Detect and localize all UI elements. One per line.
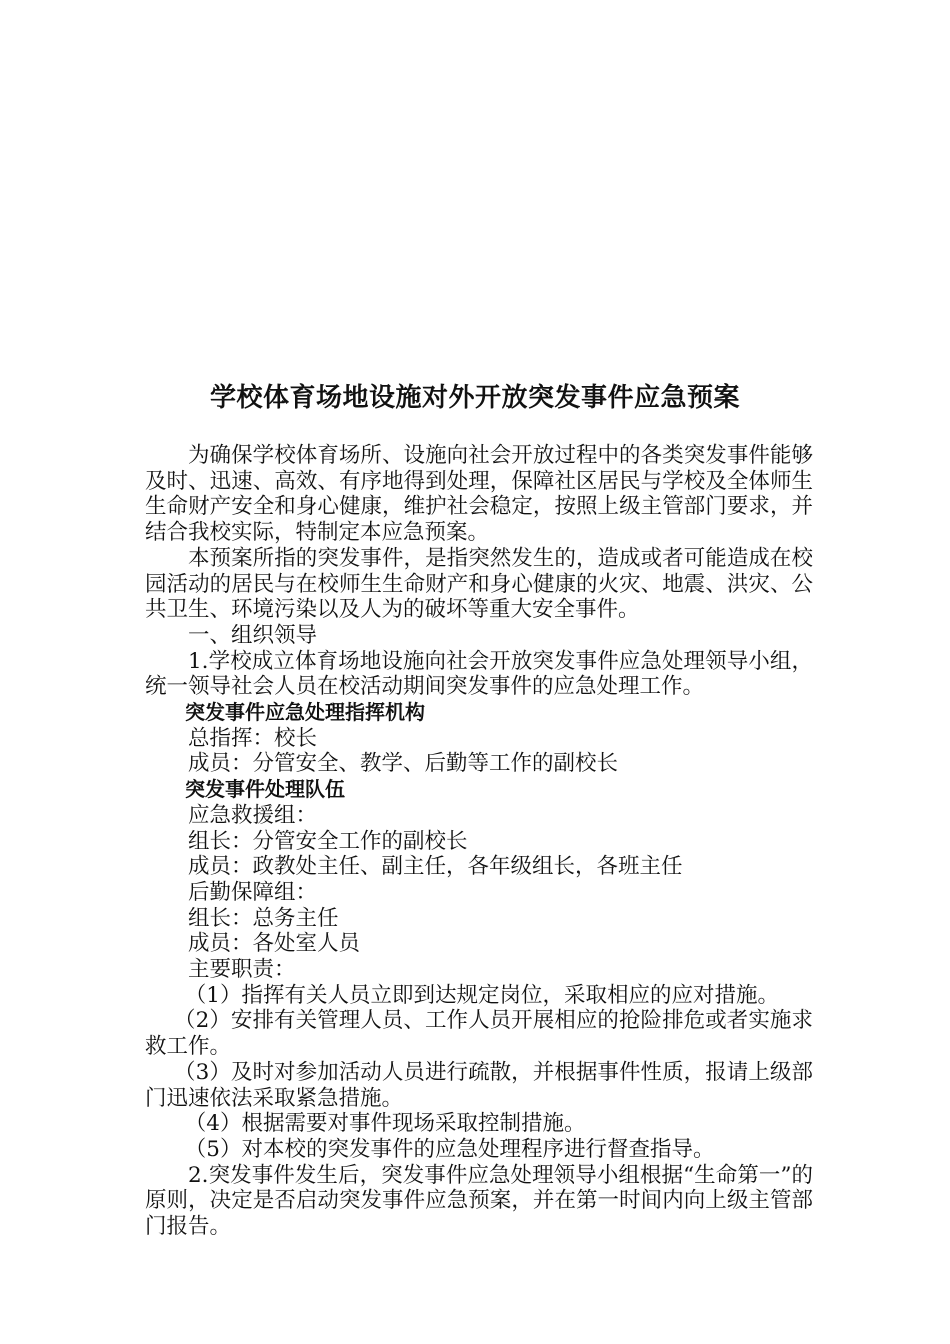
logistics-members-line: 成员：各处室人员: [188, 931, 361, 957]
duty-item-4: （4）根据需要对事件现场采取控制措施。: [184, 1111, 586, 1137]
command-members-line: 成员：分管安全、教学、后勤等工作的副校长: [188, 751, 619, 777]
commander-line: 总指挥：校长: [188, 725, 318, 751]
rescue-leader-line: 组长：分管安全工作的副校长: [188, 828, 468, 854]
duties-label: 主要职责：: [188, 957, 296, 983]
duty-item-1: （1）指挥有关人员立即到达规定岗位，采取相应的应对措施。: [184, 982, 779, 1008]
rescue-members-line: 成员：政教处主任、副主任，各年级组长，各班主任: [188, 854, 683, 880]
rescue-group-label: 应急救援组：: [188, 802, 318, 828]
document-body: [145, 443, 813, 1240]
command-structure-heading: 突发事件应急处理指挥机构: [185, 700, 425, 725]
logistics-group-label: 后勤保障组：: [188, 879, 318, 905]
logistics-leader-line: 组长：总务主任: [188, 905, 339, 931]
duty-item-2: （2）安排有关管理人员、工作人员开展相应的抢险排危或者实施求救工作。: [145, 1008, 813, 1060]
scope-paragraph: 本预案所指的突发事件，是指突然发生的，造成或者可能造成在校园活动的居民与在校师生生命财产和身心健康的火灾、地震、洪灾、公共卫生、环境污染以及人为的破坏等重大安全事件。: [145, 545, 813, 623]
response-team-heading: 突发事件处理队伍: [185, 777, 345, 802]
duty-item-3: （3）及时对参加活动人员进行疏散，并根据事件性质，报请上级部门迅速依法采取紧急措施。: [145, 1059, 813, 1111]
activation-paragraph: 2.突发事件发生后，突发事件应急处理领导小组根据“生命第一”的原则，决定是否启动突发事件应急预案，并在第一时间内向上级主管部门报告。: [145, 1162, 813, 1240]
section-heading-organization: 一、组织领导: [188, 622, 318, 648]
duty-item-5: （5）对本校的突发事件的应急处理程序进行督查指导。: [184, 1136, 715, 1162]
leadership-group-paragraph: 1.学校成立体育场地设施向社会开放突发事件应急处理领导小组，统一领导社会人员在校活动期间突发事件的应急处理工作。: [145, 648, 813, 700]
document-title: 学校体育场地设施对外开放突发事件应急预案: [209, 383, 740, 413]
intro-paragraph: 为确保学校体育场所、设施向社会开放过程中的各类突发事件能够及时、迅速、高效、有序地得到处理，保障社区居民与学校及全体师生生命财产安全和身心健康，维护社会稳定，按照上级主管部门要求，并结合我校实际，特制定本应急预案。: [145, 443, 813, 546]
